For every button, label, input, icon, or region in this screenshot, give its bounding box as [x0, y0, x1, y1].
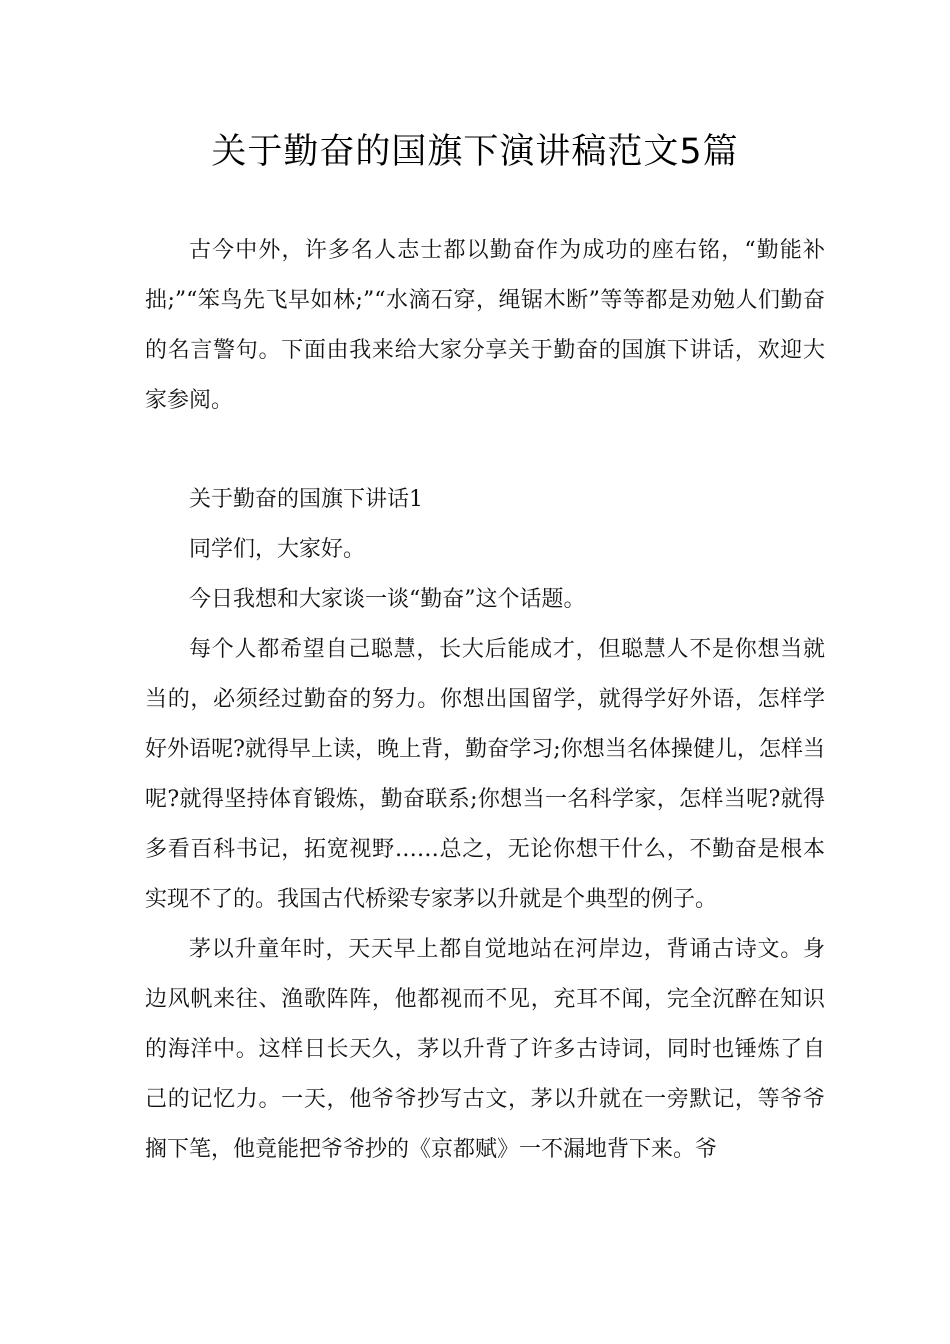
intro-block	[145, 226, 825, 426]
intro-paragraph: 古今中外，许多名人志士都以勤奋作为成功的座右铭，“勤能补拙;”“笨鸟先飞早如林;”“水滴石穿，绳锯木断”等等都是劝勉人们勤奋的名言警句。下面由我来给大家分享关于勤奋的国旗下讲话，欢迎大家参阅。	[145, 238, 825, 413]
body-paragraph-1: 每个人都希望自己聪慧，长大后能成才，但聪慧人不是你想当就当的，必须经过勤奋的努力。你想出国留学，就得学好外语，怎样学好外语呢?就得早上读，晚上背，勤奋学习;你想当名体操健儿，怎样当呢?就得坚持体育锻炼，勤奋联系;你想当一名科学家，怎样当呢?就得多看百科书记，拓宽视野……总之，无论你想干什么，不勤奋是根本实现不了的。我国古代桥梁专家茅以升就是个典型的例子。	[145, 637, 825, 912]
section-heading: 关于勤奋的国旗下讲话1	[189, 487, 423, 512]
greeting-paragraph: 同学们，大家好。	[189, 537, 366, 562]
topic-paragraph: 今日我想和大家谈一谈“勤奋”这个话题。	[189, 587, 586, 612]
speech-section	[145, 475, 825, 1175]
document-title: 关于勤奋的国旗下演讲稿范文5篇	[211, 132, 739, 172]
body-paragraph-2: 茅以升童年时，天天早上都自觉地站在河岸边，背诵古诗文。身边风帆来往、渔歌阵阵，他都视而不见，充耳不闻，完全沉醉在知识的海洋中。这样日长天久，茅以升背了许多古诗词，同时也锤炼了自己的记忆力。一天，他爷爷抄写古文，茅以升就在一旁默记，等爷爷搁下笔，他竟能把爷爷抄的《京都赋》一不漏地背下来。爷	[145, 937, 825, 1162]
